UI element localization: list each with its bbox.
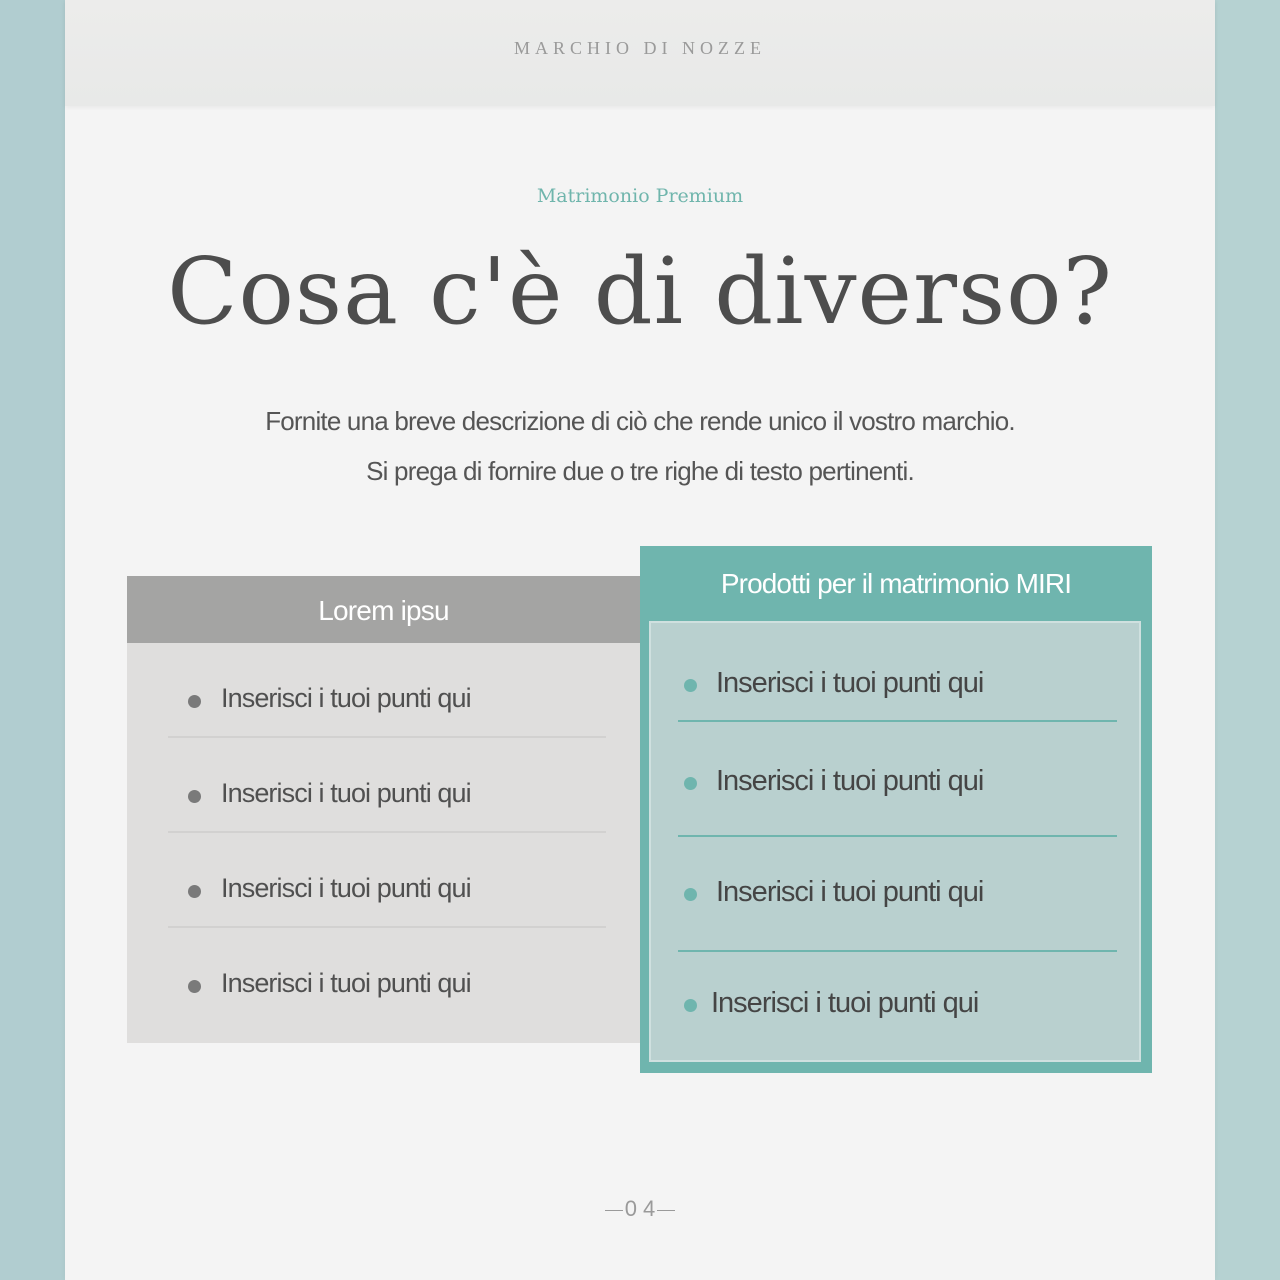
list-item-text: Inserisci i tuoi punti qui: [716, 667, 984, 699]
list-item-text: Inserisci i tuoi punti qui: [221, 683, 471, 713]
bullet-icon: [684, 888, 697, 901]
comparison-card-left: [127, 576, 640, 1043]
bullet-icon: [188, 980, 201, 993]
bullet-icon: [188, 695, 201, 708]
page-header: [65, 0, 1215, 106]
page-number-text: 0 4: [624, 1196, 656, 1221]
dash-icon: [605, 1210, 623, 1211]
list-item: [168, 833, 606, 928]
divider: [678, 950, 1117, 952]
bullet-icon: [188, 790, 201, 803]
card-right-title: Prodotti per il matrimonio MIRI: [720, 568, 1072, 599]
card-right-list: [649, 621, 1141, 1062]
list-item: [168, 643, 606, 738]
description: [65, 396, 1215, 496]
dash-icon: [657, 1210, 675, 1211]
comparison-card-right: [640, 546, 1152, 1073]
list-item-text: Inserisci i tuoi punti qui: [716, 876, 984, 908]
list-item-text: Inserisci i tuoi punti qui: [221, 873, 471, 903]
bullet-icon: [684, 679, 697, 692]
list-item-text: Inserisci i tuoi punti qui: [711, 987, 979, 1019]
page-number: [65, 1196, 1215, 1222]
card-left-title: Lorem ipsu: [127, 576, 640, 643]
slide-page: [65, 0, 1215, 1280]
description-line: Fornite una breve descrizione di ciò che rende unico il vostro marchio.: [265, 406, 1015, 436]
bullet-icon: [684, 777, 697, 790]
divider: [678, 835, 1117, 837]
card-left-list: [168, 643, 606, 1021]
description-line: Si prega di fornire due o tre righe di testo pertinenti.: [366, 456, 914, 486]
eyebrow-label: Matrimonio Premium: [536, 185, 744, 207]
page-title: Cosa c'è di diverso?: [167, 238, 1113, 345]
list-item-text: Inserisci i tuoi punti qui: [716, 765, 984, 797]
bullet-icon: [684, 999, 697, 1012]
divider: [678, 720, 1117, 722]
list-item-text: Inserisci i tuoi punti qui: [221, 778, 471, 808]
brand-name: MARCHIO DI NOZZE: [514, 38, 766, 58]
list-item: [168, 738, 606, 833]
list-item-text: Inserisci i tuoi punti qui: [221, 968, 471, 998]
bullet-icon: [188, 885, 201, 898]
list-item: [168, 928, 606, 1021]
